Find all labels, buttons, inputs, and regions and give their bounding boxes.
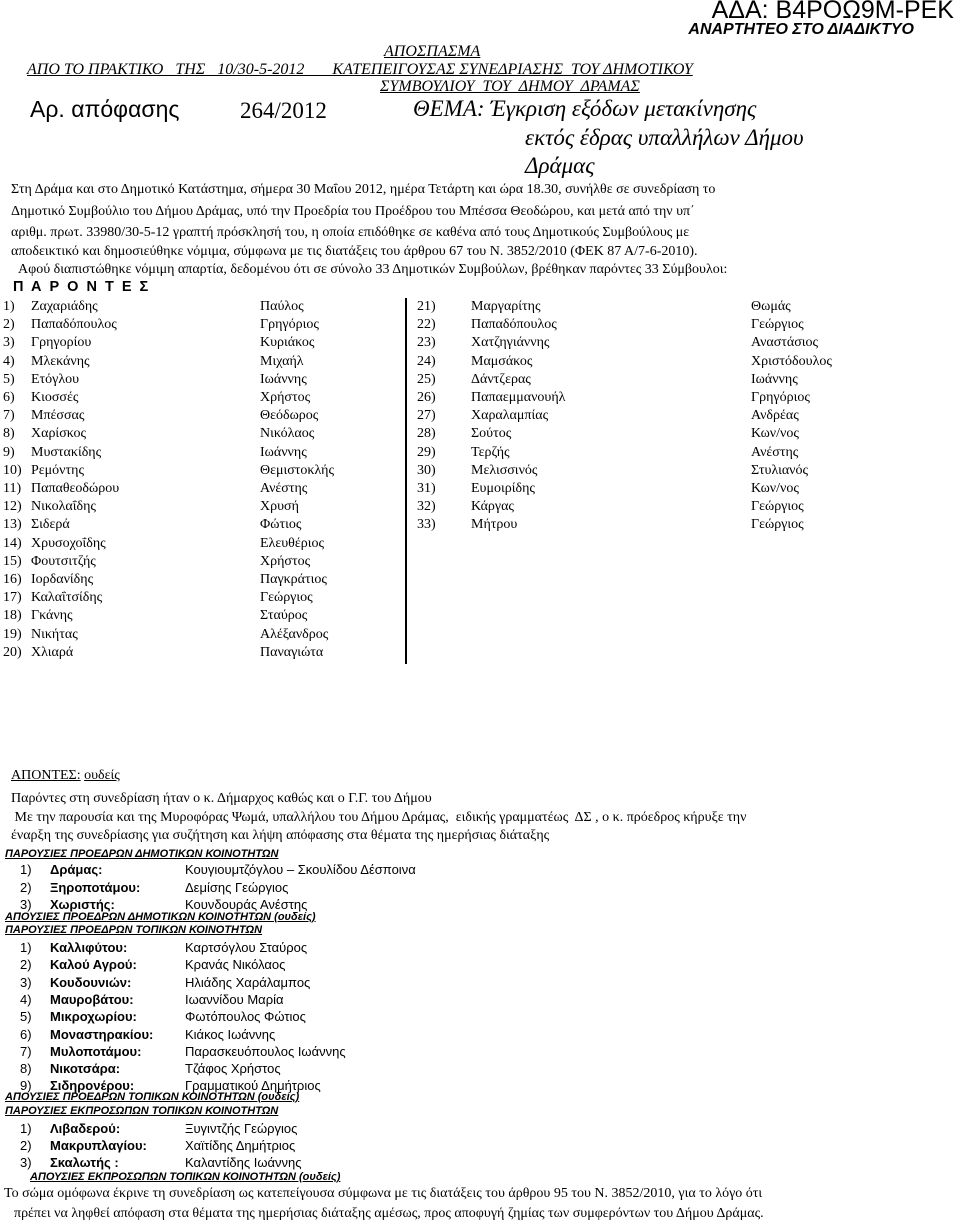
item-number: 4) [20,991,32,1007]
member-number: 10) [3,462,22,478]
community-name: Καλλιφύτου: [50,940,128,955]
member-first-name: Θεόδωρος [260,408,319,424]
item-number: 3) [20,1155,32,1170]
member-surname: Μυστακίδης [31,444,102,460]
member-number: 31) [417,481,436,496]
member-surname: Νικήτας [31,626,78,642]
decision-heading [30,96,930,126]
person-name: Ηλιάδης Χαράλαμπος [185,974,311,990]
community-name: Σιδηρονέρου: [50,1078,135,1094]
member-number: 22) [417,317,436,333]
item-number: 8) [20,1061,32,1077]
person-name: Καρτσόγλου Σταύρος [185,940,308,955]
member-number: 13) [3,517,22,533]
person-name: Κρανάς Νικόλαος [185,957,286,973]
community-name: Μακρυπλαγίου: [50,1138,147,1153]
member-number: 26) [417,390,436,405]
member-number: 20) [3,644,22,660]
member-surname: Παπαθεοδώρου [31,481,120,496]
member-surname: Μπέσσας [31,408,85,424]
intro-line2: Δημοτικό Συμβούλιο του Δήμου Δράμας, υπό την Προεδρία του Προέδρου του Μπέσσα Θεοδώρου, και μετά από την υπ΄ [11,204,695,219]
minutes-header-line2: ΣΥΜΒΟΥΛΙΟΥ ΤΟΥ ΔΗΜΟΥ ΔΡΑΜΑΣ [380,78,640,95]
member-surname: Καλαΐτσίδης [31,590,103,606]
member-number: 5) [3,371,15,387]
member-number: 7) [3,408,15,424]
member-surname: Μελισσινός [471,462,538,478]
member-number: 30) [417,462,436,478]
community-name: Μυλοποτάμου: [50,1043,142,1059]
item-number: 5) [20,1009,32,1025]
member-number: 16) [3,572,22,587]
member-surname: Χαραλαμπίας [471,408,549,424]
member-number: 1) [3,299,15,314]
item-number: 2) [20,957,32,973]
absent-label: ΑΠΟΝΤΕΣ: [11,768,81,783]
member-first-name: Ελευθέριος [260,535,325,551]
community-item [20,957,620,973]
quorum-statement: Αφού διαπιστώθηκε νόμιμη απαρτία, δεδομένου ότι σε σύνολο 33 Δημοτικών Συμβούλων, βρέθηκαν παρόντες 33 Σύμβουλοι: [18,262,728,277]
member-first-name: Γρηγόριος [751,390,810,405]
community-name: Νικοτσάρα: [50,1061,121,1077]
member-surname: Παπαεμμανουήλ [471,390,566,405]
member-number: 32) [417,499,436,515]
item-number: 6) [20,1026,32,1042]
final-line2: πρέπει να ληφθεί απόφαση στα θέματα της ημερήσιας διάταξης αμέσως, προς αποφυγή ζημίας των συμφερόντων του Δήμου Δράμας. [14,1206,764,1221]
member-surname: Σούτος [471,426,512,442]
member-number: 4) [3,353,15,369]
ada-code: ΑΔΑ: Β4ΡΟΩ9Μ-ΡΕΚ [711,0,954,24]
subject-line2: εκτός έδρας υπαλλήλων Δήμου [525,125,804,150]
member-first-name: Κυριάκος [260,335,315,351]
member-first-name: Νικόλαος [260,426,315,442]
minutes-header-line1: ΑΠΟ ΤΟ ΠΡΑΚΤΙΚΟ ΤΗΣ 10/30-5-2012 ΚΑΤΕΠΕΙΓΟΥΣΑΣ ΣΥΝΕΔΡΙΑΣΗΣ ΤΟΥ ΔΗΜΟΤΙΚΟΥ [27,61,693,78]
item-number: 1) [20,940,32,955]
member-first-name: Ιωάννης [260,371,307,387]
item-number: 7) [20,1043,32,1059]
member-number: 29) [417,444,436,460]
local-reps-absent-title: ΑΠΟΥΣΙΕΣ ΕΚΠΡΟΣΩΠΩΝ ΤΟΠΙΚΩΝ ΚΟΙΝΟΤΗΤΩΝ (ουδείς) [30,1171,341,1183]
member-number: 27) [417,408,436,424]
item-number: 3) [20,974,32,990]
member-first-name: Παύλος [260,299,304,314]
member-surname: Ευμοιρίδης [471,481,535,496]
local-absent-title: ΑΠΟΥΣΙΕΣ ΠΡΟΕΔΡΩΝ ΤΟΠΙΚΩΝ ΚΟΙΝΟΤΗΤΩΝ (ουδείς) [5,1091,300,1103]
member-surname: Γκάνης [31,608,73,624]
person-name: Κιάκος Ιωάννης [185,1026,276,1042]
member-number: 17) [3,590,22,606]
community-name: Μικροχωρίου: [50,1009,137,1025]
community-name: Δράμας: [50,862,103,877]
person-name: Δεμίσης Γεώργιος [185,879,289,895]
community-name: Μοναστηρακίου: [50,1026,154,1042]
member-first-name: Αναστάσιος [751,335,819,351]
community-name: Χωριστής: [50,897,115,912]
member-first-name: Παναγιώτα [260,644,324,660]
person-name: Γραμματικού Δημήτριος [185,1078,321,1094]
community-item [20,1121,620,1137]
member-number: 18) [3,608,22,624]
member-first-name: Γεώργιος [751,317,804,333]
community-item [20,1138,620,1154]
member-first-name: Αλέξανδρος [260,626,329,642]
member-number: 2) [3,317,15,333]
member-number: 12) [3,499,22,515]
member-number: 11) [3,481,22,496]
subject-line1: ΘΕΜΑ: Έγκριση εξόδων μετακίνησης [413,96,757,121]
member-surname: Νικολαΐδης [31,499,96,515]
person-name: Ιωαννίδου Μαρία [185,991,284,1007]
final-line1: Το σώμα ομόφωνα έκρινε τη συνεδρίαση ως κατεπείγουσα σύμφωνα με τις διατάξεις του άρθρου 95 του Ν. 3852/2010, για το λόγο ότι [4,1186,763,1201]
member-surname: Ετόγλου [31,371,80,387]
member-first-name: Γρηγόριος [260,317,319,333]
member-surname: Ζαχαριάδης [31,299,98,314]
member-number: 19) [3,626,22,642]
community-name: Ξηροποτάμου: [50,879,141,895]
local-reps-title: ΠΑΡΟΥΣΙΕΣ ΕΚΠΡΟΣΩΠΩΝ ΤΟΠΙΚΩΝ ΚΟΙΝΟΤΗΤΩΝ [5,1105,279,1117]
member-first-name: Χρυσή [260,499,299,515]
community-name: Μαυροβάτου: [50,991,134,1007]
member-number: 25) [417,371,436,387]
member-surname: Ιορδανίδης [31,572,94,587]
intro-line1: Στη Δράμα και στο Δημοτικό Κατάστημα, σήμερα 30 Μαΐου 2012, ημέρα Τετάρτη και ώρα 18.30, συνήλθε σε συνεδρίαση το [11,182,716,197]
member-surname: Χατζηγιάννης [471,335,550,351]
person-name: Τζάφος Χρήστος [185,1061,281,1077]
item-number: 9) [20,1078,32,1094]
member-number: 28) [417,426,436,442]
member-surname: Μήτρου [471,517,518,533]
person-name: Κουνδουράς Ανέστης [185,897,308,912]
column-divider [405,298,407,664]
member-first-name: Σταύρος [260,608,308,624]
person-name: Κουγιουμτζόγλου – Σκουλίδου Δέσποινα [185,862,416,877]
person-name: Χαϊτίδης Δημήτριος [185,1138,296,1153]
member-first-name: Θεμιστοκλής [260,462,335,478]
member-first-name: Θωμάς [751,299,791,314]
member-surname: Παπαδόπουλος [31,317,117,333]
municipal-absent-title: ΑΠΟΥΣΙΕΣ ΠΡΟΕΔΡΩΝ ΔΗΜΟΤΙΚΩΝ ΚΟΙΝΟΤΗΤΩΝ (ουδείς) [5,911,316,923]
community-item [20,1061,620,1077]
member-first-name: Ανέστης [260,481,308,496]
item-number: 3) [20,897,32,912]
member-surname: Χλιαρά [31,644,74,660]
person-name: Ξυγιντζής Γεώργιος [185,1121,298,1136]
local-presidents-title: ΠΑΡΟΥΣΙΕΣ ΠΡΟΕΔΡΩΝ ΤΟΠΙΚΩΝ ΚΟΙΝΟΤΗΤΩΝ [5,924,263,936]
member-number: 33) [417,517,436,533]
member-surname: Δάντζερας [471,371,531,387]
excerpt-title: ΑΠΟΣΠΑΣΜΑ [384,43,481,60]
intro-line3: αριθμ. πρωτ. 33980/30-5-12 γραπτή πρόσκλησή του, η οποία επιδόθηκε σε καθένα από τους Δημοτικούς Συμβούλους με [11,225,690,240]
secretary-line2: έναρξη της συνεδρίασης για συζήτηση και λήψη απόφασης στα θέματα της ημερήσιας διάταξης [11,828,550,843]
item-number: 1) [20,1121,32,1136]
item-number: 1) [20,862,32,877]
member-number: 14) [3,535,22,551]
member-number: 24) [417,353,436,369]
community-item [20,1027,620,1043]
member-number: 8) [3,426,15,442]
person-name: Φωτόπουλος Φώτιος [185,1009,306,1025]
member-first-name: Ιωάννης [751,371,798,387]
member-first-name: Στυλιανός [751,462,809,478]
member-surname: Φουτσιτζής [31,553,96,569]
absent-value: ουδείς [84,768,120,783]
member-first-name: Γεώργιος [260,590,313,606]
member-number: 15) [3,553,22,569]
member-surname: Μαμσάκος [471,353,533,369]
community-name: Σκαλωτής : [50,1155,119,1170]
member-first-name: Χριστόδουλος [751,353,832,369]
community-item [20,975,620,991]
community-item [20,940,620,956]
member-number: 6) [3,390,15,405]
community-name: Λιβαδερού: [50,1121,121,1136]
member-number: 9) [3,444,15,460]
secretary-line1: Με την παρουσία και της Μυροφόρας Ψωμά, υπαλλήλου του Δήμου Δράμας, ειδικής γραμματέως ΔΣ , ο κ. πρόεδρος κήρυξε την [11,810,747,825]
member-first-name: Κων/νος [751,426,799,442]
published-notice: ΑΝΑΡΤΗΤΕΟ ΣΤΟ ΔΙΑΔΙΚΤΥΟ [688,21,914,38]
member-number: 21) [417,299,436,314]
subject-line3: Δράμας [525,153,595,178]
member-surname: Κιοσσές [31,390,79,405]
member-first-name: Ιωάννης [260,444,307,460]
absent-line [11,768,120,784]
person-name: Καλαντίδης Ιωάννης [185,1155,302,1170]
member-first-name: Μιχαήλ [260,353,304,369]
item-number: 2) [20,1138,32,1153]
mayor-line: Παρόντες στη συνεδρίαση ήταν ο κ. Δήμαρχος καθώς και ο Γ.Γ. του Δήμου [11,791,432,806]
decision-number: 264/2012 [240,98,327,123]
member-first-name: Γεώργιος [751,499,804,515]
member-surname: Μαργαρίτης [471,299,541,314]
member-first-name: Παγκράτιος [260,572,327,587]
member-surname: Παπαδόπουλος [471,317,557,333]
member-number: 3) [3,335,15,351]
community-item [20,1044,620,1060]
member-first-name: Φώτιος [260,517,302,533]
member-first-name: Γεώργιος [751,517,804,533]
community-item [20,880,620,896]
community-item [20,992,620,1008]
member-first-name: Ανέστης [751,444,799,460]
community-item [20,1155,620,1171]
municipal-presidents-title: ΠΑΡΟΥΣΙΕΣ ΠΡΟΕΔΡΩΝ ΔΗΜΟΤΙΚΩΝ ΚΟΙΝΟΤΗΤΩΝ [5,848,279,860]
member-surname: Σιδερά [31,517,70,533]
member-surname: Τερζής [471,444,510,460]
member-first-name: Κων/νος [751,481,799,496]
member-surname: Χρυσοχοΐδης [31,535,106,551]
member-first-name: Χρήστος [260,553,311,569]
community-name: Κουδουνιών: [50,974,132,990]
community-item [20,1009,620,1025]
member-first-name: Χρήστος [260,390,311,405]
community-name: Καλού Αγρού: [50,957,137,973]
member-surname: Κάργας [471,499,514,515]
member-surname: Μλεκάνης [31,353,90,369]
member-surname: Χαρίσκος [31,426,87,442]
present-title: Π Α Ρ Ο Ν Τ Ε Σ [13,279,151,295]
decision-label: Αρ. απόφασης [30,96,180,122]
person-name: Παρασκευόπουλος Ιωάννης [185,1043,346,1059]
community-item [20,862,620,878]
member-number: 23) [417,335,436,351]
member-surname: Ρεμόντης [31,462,84,478]
item-number: 2) [20,879,32,895]
member-first-name: Ανδρέας [751,408,799,424]
intro-line4: αποδεικτικό και δημοσιεύθηκε νόμιμα, σύμφωνα με τις διατάξεις του άρθρου 67 του Ν. 3852/2010 (ΦΕΚ 87 Α/7-6-2010). [11,244,698,259]
member-surname: Γρηγορίου [31,335,92,351]
